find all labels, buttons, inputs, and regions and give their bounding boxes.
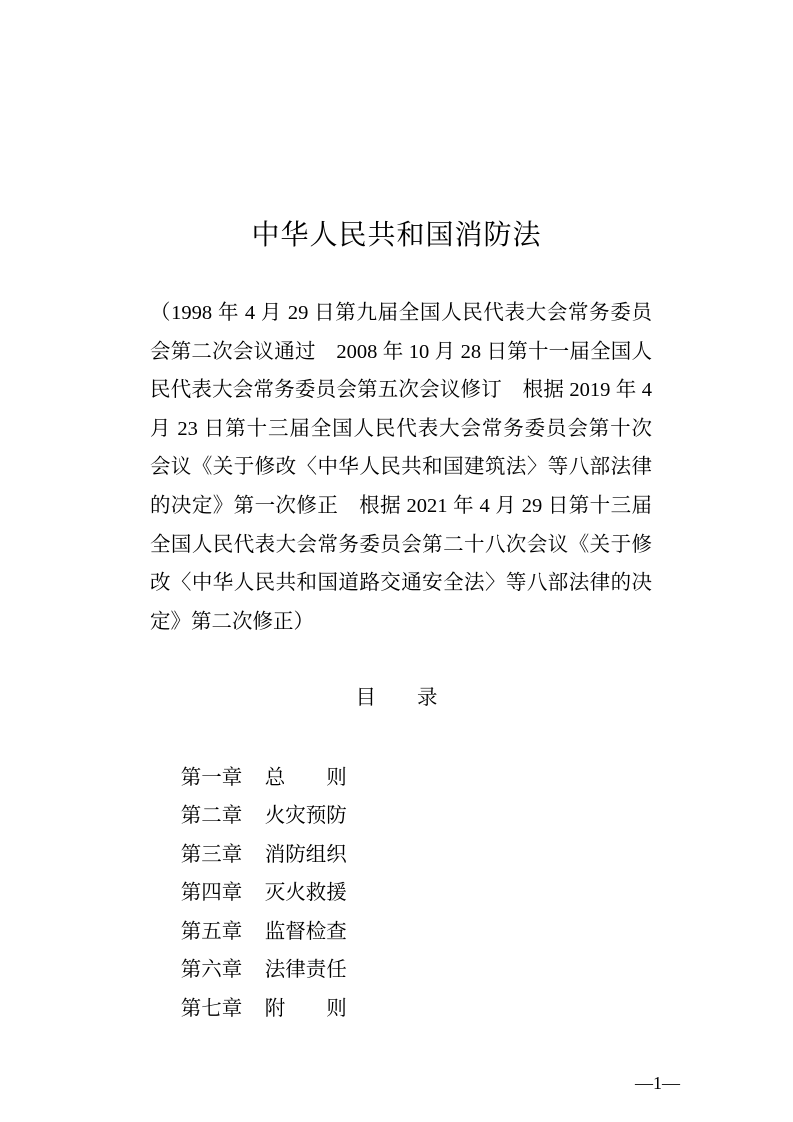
- preamble-line: 定》第二次修正）: [150, 610, 314, 633]
- toc-item: [150, 720, 450, 789]
- toc-chapter-name: 附 则: [264, 997, 347, 1020]
- toc-heading: 目 录: [355, 687, 438, 709]
- toc-chapter-name: 监督检查: [264, 920, 347, 943]
- toc-chapter-number: 第四章: [180, 882, 243, 904]
- preamble-line: 会第二次会议通过 2008 年 10 月 28 日第十一届全国人: [150, 340, 652, 363]
- table-of-contents: [150, 720, 450, 1020]
- toc-chapter-name: 火灾预防: [264, 805, 347, 827]
- toc-chapter-number: 第一章: [180, 766, 243, 789]
- document-title: 中华人民共和国消防法: [251, 220, 542, 251]
- page-number: —1—: [635, 1073, 680, 1093]
- toc-chapter-name: 总 则: [264, 766, 347, 789]
- preamble-line: 全国人民代表大会常务委员会第二十八次会议《关于修: [150, 533, 652, 556]
- toc-chapter-number: 第六章: [180, 959, 243, 981]
- toc-chapter-number: 第五章: [180, 920, 243, 943]
- toc-chapter-number: 第二章: [180, 805, 243, 827]
- preamble-line: 的决定》第一次修正 根据 2021 年 4 月 29 日第十三届: [150, 494, 652, 517]
- preamble-line: 会议《关于修改〈中华人民共和国建筑法〉等八部法律: [150, 456, 652, 479]
- preamble-line: （1998 年 4 月 29 日第九届全国人民代表大会常务委员: [150, 302, 652, 324]
- preamble: [150, 294, 652, 641]
- preamble-line: 民代表大会常务委员会第五次会议修订 根据 2019 年 4: [150, 379, 652, 402]
- toc-chapter-name: 灭火救援: [264, 882, 347, 904]
- toc-chapter-number: 第七章: [180, 997, 243, 1020]
- toc-chapter-number: 第三章: [180, 843, 243, 866]
- preamble-line: 月 23 日第十三届全国人民代表大会常务委员会第十次: [150, 417, 652, 440]
- toc-chapter-name: 消防组织: [264, 843, 347, 866]
- toc-chapter-name: 法律责任: [264, 959, 347, 981]
- preamble-line: 改〈中华人民共和国道路交通安全法〉等八部法律的决: [150, 572, 652, 595]
